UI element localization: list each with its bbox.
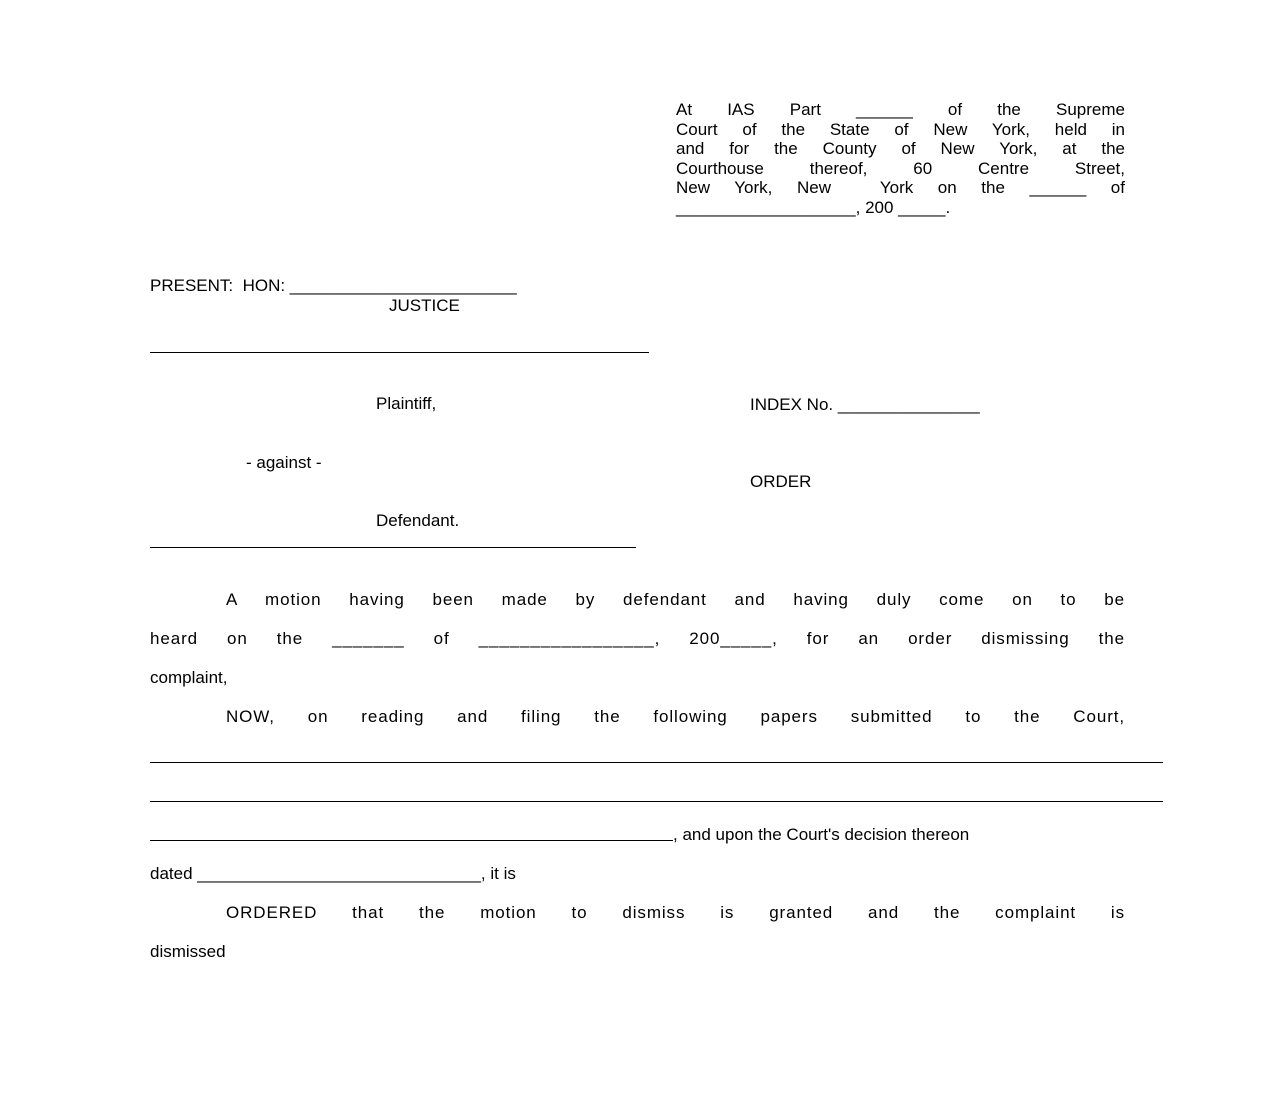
caption-line-3: and for the County of New York, at the	[676, 139, 1125, 159]
ordered-paragraph-line-1: ORDERED that the motion to dismiss is granted and the complaint is	[226, 903, 1125, 922]
caption-line-2: Court of the State of New York, held in	[676, 119, 1125, 139]
caption-line-6: ___________________, 200 _____.	[676, 197, 951, 217]
motion-paragraph-line-3: complaint,	[150, 668, 228, 687]
defendant-label: Defendant.	[376, 511, 460, 530]
present-line: PRESENT: HON: ________________________	[150, 276, 517, 295]
caption-line-5: New York, New York on the ______ of	[676, 178, 1125, 198]
court-caption	[676, 100, 1125, 218]
motion-paragraph-line-2: heard on the _______ of _________________, 200_____, for an order dismissing the	[150, 629, 1125, 648]
dated-line: dated ______________________________, it is	[150, 864, 516, 883]
papers-blank-line-3	[150, 840, 673, 841]
caption-line-4: Courthouse thereof, 60 Centre Street,	[676, 158, 1125, 178]
against-label: - against -	[246, 453, 322, 472]
index-number-field: INDEX No. _______________	[750, 395, 980, 414]
ordered-paragraph-line-2: dismissed	[150, 942, 226, 961]
papers-blank-line-2	[150, 801, 1163, 802]
papers-line-3-suffix: , and upon the Court's decision thereon	[673, 825, 970, 844]
motion-paragraph-line-1: A motion having been made by defendant and having duly come on to be	[226, 590, 1125, 609]
party-divider-bottom	[150, 547, 636, 548]
plaintiff-label: Plaintiff,	[376, 394, 437, 413]
justice-label: JUSTICE	[389, 296, 460, 315]
caption-line-1: At IAS Part ______ of the Supreme	[676, 100, 1125, 119]
papers-blank-line-1	[150, 762, 1163, 763]
document-type-title: ORDER	[750, 472, 812, 491]
party-divider-top	[150, 352, 649, 353]
papers-paragraph-line-1: NOW, on reading and filing the following papers submitted to the Court,	[226, 707, 1125, 726]
